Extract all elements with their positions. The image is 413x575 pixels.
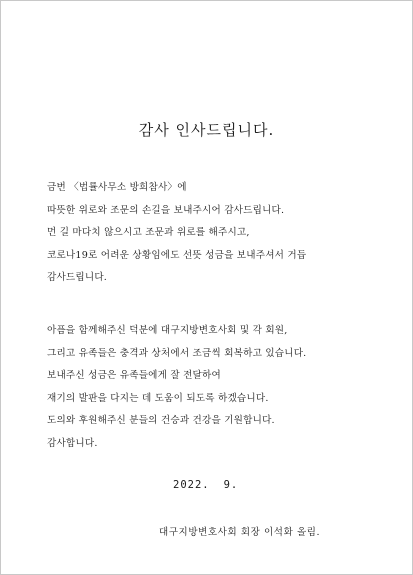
paragraph-line: 먼 길 마다치 않으시고 조문과 위로를 해주시고, <box>47 227 250 238</box>
paragraph-line: 감사합니다. <box>47 437 98 449</box>
paragraph-thanks <box>47 177 387 290</box>
paragraph-line: 그리고 유족들은 충격과 상처에서 조금씩 회복하고 있습니다. <box>47 347 307 359</box>
paragraph-line: 코로나19로 어려운 상황임에도 선뜻 성금을 보내주셔서 거듭 <box>47 249 307 261</box>
paragraph-line: 도의와 후원해주신 분들의 건승과 건강을 기원합니다. <box>47 415 275 426</box>
paragraph-line: 보내주신 성금은 유족들에게 잘 전달하여 <box>47 370 221 381</box>
paragraph-line: 따뜻한 위로와 조문의 손길을 보내주시어 감사드립니다. <box>47 204 285 216</box>
letter-date <box>173 479 238 491</box>
paragraph-line: 아픔을 함께해주신 덕분에 대구지방변호사회 및 각 회원, <box>47 325 288 336</box>
paragraph-line: 감사드립니다. <box>47 272 108 283</box>
letter-signature: 대구지방변호사회 회장 이석화 올림. <box>159 527 321 538</box>
paragraph-recovery <box>47 320 387 455</box>
paragraph-line: 재기의 발판을 다지는 데 도움이 되도록 하겠습니다. <box>47 392 269 404</box>
date-year: 2022. <box>173 479 210 491</box>
paragraph-line: 금번 〈법률사무소 방희참사〉에 <box>47 182 187 193</box>
date-month: 9. <box>223 479 239 491</box>
letter-title: 감사 인사드립니다. <box>138 121 275 139</box>
